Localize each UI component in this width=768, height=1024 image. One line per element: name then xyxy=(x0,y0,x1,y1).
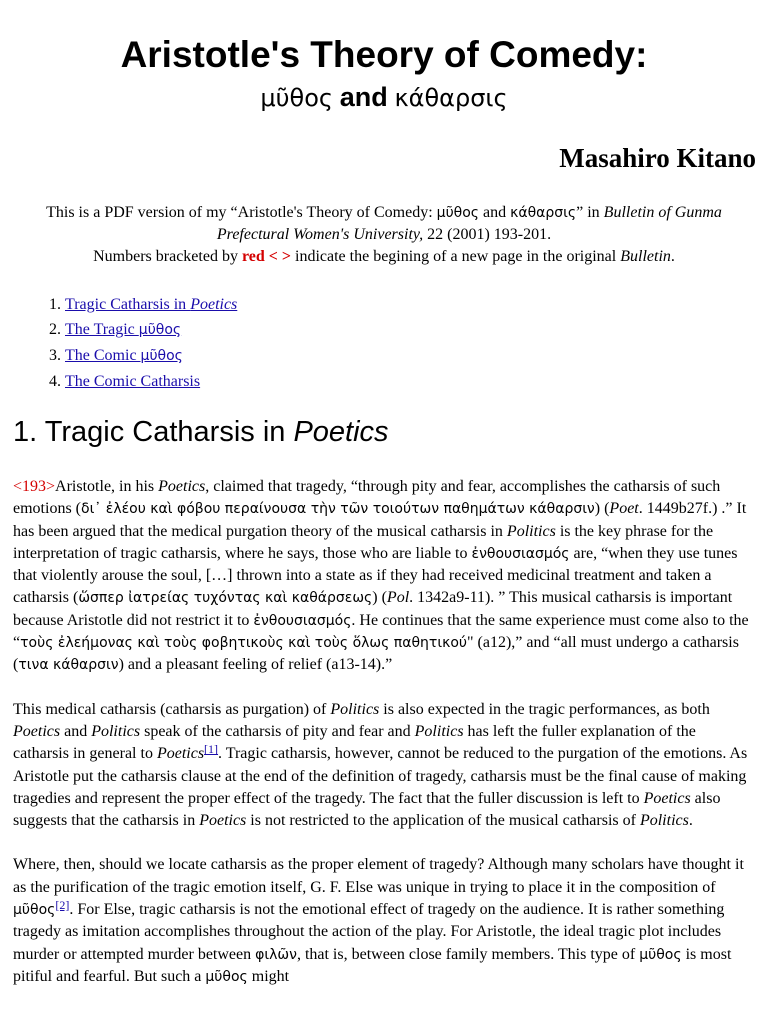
bulletin-title: Bulletin of Gunma Prefectural Women's University, xyxy=(216,204,722,243)
toc-link-text: The Comic Catharsis xyxy=(65,373,201,390)
paragraph-3 xyxy=(13,854,753,988)
intro-text: Numbers bracketed by xyxy=(93,248,242,265)
text-run: ) and a pleasant feeling of relief (a13-14).” xyxy=(118,656,393,674)
italic-run: Politics xyxy=(330,700,380,718)
text-run: , that is, between close family members. This type of xyxy=(296,945,640,963)
text-run: speak of the catharsis of pity and fear and xyxy=(140,722,415,740)
greek-run: δι᾽ ἐλέου καὶ φόβου περαίνουσα τὴν τῶν τοιούτων παθημάτων κάθαρσιν xyxy=(81,501,595,518)
text-run: is most pitiful and fearful. But such a xyxy=(13,945,732,985)
italic-run: Politics xyxy=(91,722,141,740)
subtitle-and: and xyxy=(339,82,388,112)
subtitle-greek-katharsis: κάθαρσις xyxy=(394,84,508,112)
paragraph-2 xyxy=(13,699,753,833)
section-heading-text: 1. Tragic Catharsis in xyxy=(13,416,294,448)
text-run: also suggests that the catharsis in xyxy=(13,789,721,830)
text-run: . 1449b27f.) .” It has been argued that the medical purgation theory of the musical catharsis in xyxy=(13,500,747,540)
toc-link-italic: Poetics xyxy=(190,296,238,313)
toc-item xyxy=(65,317,237,343)
text-run: is also expected in the tragic performances, as both xyxy=(379,700,710,718)
text-run: Aristotle, in his xyxy=(55,478,159,495)
article-body xyxy=(13,476,753,1010)
bulletin-word: Bulletin xyxy=(620,248,671,265)
citation: 22 (2001) 193-201. xyxy=(423,226,552,243)
greek-run: μῦθος xyxy=(13,902,56,919)
text-run: . Tragic catharsis, however, cannot be reduced to the purgation of the emotions. As Aristotle put the catharsis clause at the end of the definition of tragedy, catharsis must be the final cause of making tragedies and represent the proper effect of the tragedy. The fact that the fuller discussion is left to xyxy=(13,745,748,807)
text-run: might xyxy=(247,967,290,985)
section-heading xyxy=(13,412,389,452)
toc-link-text: The Tragic xyxy=(65,321,139,338)
text-run: This medical catharsis (catharsis as purgation) of xyxy=(13,700,331,718)
toc-item xyxy=(65,369,237,394)
toc-link-comic-mythos[interactable] xyxy=(65,347,183,364)
paragraph-1 xyxy=(13,476,753,677)
intro-greek: κάθαρσις xyxy=(510,205,577,221)
footnote-ref-1 xyxy=(204,742,218,756)
greek-run: ἐνθουσιασμός xyxy=(471,545,570,562)
italic-run: Poetics xyxy=(158,478,206,495)
text-run: , claimed that tragedy, “through pity and fear, accomplishes the catharsis of such emotions ( xyxy=(13,478,721,518)
table-of-contents xyxy=(13,292,237,394)
text-run: are, “when they use tunes that violently arouse the soul, […] thrown into a state as if they had received medicinal treatment and taken a catharsis ( xyxy=(13,544,738,607)
text-run: ) ( xyxy=(594,500,610,518)
author-name: Masahiro Kitano xyxy=(559,143,756,173)
greek-run: ὥσπερ ἰατρείας τυχόντας καὶ καθάρσεως xyxy=(78,590,373,607)
section-heading-italic: Poetics xyxy=(293,416,389,448)
toc-item xyxy=(65,292,237,317)
footnote-ref-2 xyxy=(55,898,69,912)
italic-run: Poetics xyxy=(643,789,691,807)
text-run: is the key phrase for the interpretation of tragic catharsis, where he says, those who are liable to xyxy=(13,522,714,562)
italic-run: Poet xyxy=(609,500,639,518)
document-subtitle xyxy=(0,80,768,115)
text-run: Where, then, should we locate catharsis as the proper element of tragedy? Although many scholars have thought it as the purification of the tragic emotion itself, G. F. Else was unique in trying to place it in the composition of xyxy=(13,856,744,896)
text-run: is not restricted to the application of the musical catharsis of xyxy=(246,812,640,830)
intro-text: and xyxy=(479,204,511,221)
greek-run: φιλῶν xyxy=(255,946,297,963)
toc-link-tragic-catharsis[interactable] xyxy=(65,296,237,313)
document-title: Aristotle's Theory of Comedy: xyxy=(120,34,648,75)
text-run: . He continues that the same experience must come also to the “ xyxy=(13,611,749,652)
greek-run: μῦθος xyxy=(205,968,248,985)
text-run: . xyxy=(688,812,693,830)
italic-run: Poetics xyxy=(199,812,247,830)
toc-link-tragic-mythos[interactable] xyxy=(65,321,181,338)
intro-note xyxy=(14,202,754,268)
toc-link-greek: μῦθος xyxy=(140,348,183,364)
text-run: has left the fuller explanation of the catharsis in general to xyxy=(13,722,696,763)
italic-run: Politics xyxy=(506,522,556,540)
toc-link-greek: μῦθος xyxy=(138,322,182,338)
subtitle-greek-mythos: μῦθος xyxy=(260,84,333,112)
page-marker: <193> xyxy=(13,478,56,495)
italic-run: Pol xyxy=(386,589,410,607)
toc-link-text: Tragic Catharsis in xyxy=(65,296,191,313)
text-run: . For Else, tragic catharsis is not the emotional effect of tragedy on the audience. It is rather something tragedy as imitation accomplishes throughout the action of the play. For Aristotle, the ideal tragic plot includes murder or attempted murder between xyxy=(13,901,725,963)
toc-item xyxy=(65,343,237,369)
italic-run: Poetics xyxy=(13,722,61,740)
text-run: " (a12),” and “all must undergo a catharsis ( xyxy=(13,634,739,674)
intro-text: This is a PDF version of my “Aristotle's Theory of Comedy: xyxy=(46,204,437,221)
greek-run: τινα κάθαρσιν xyxy=(18,657,119,674)
footnote-link-2[interactable]: [2] xyxy=(55,898,70,913)
toc-link-comic-catharsis[interactable] xyxy=(65,373,200,390)
italic-run: Politics xyxy=(414,722,464,740)
greek-run: ἐνθουσιασμός xyxy=(253,612,352,629)
italic-run: Politics xyxy=(639,812,689,830)
toc-link-text: The Comic xyxy=(65,347,141,364)
greek-run: τοὺς ἐλεήμονας καὶ τοὺς φοβητικοὺς καὶ τοὺς ὅλως παθητικού xyxy=(20,635,467,652)
intro-text: . xyxy=(670,248,675,265)
intro-text: ” in xyxy=(576,204,604,221)
greek-run: μῦθος xyxy=(639,946,682,963)
intro-greek: μῦθος xyxy=(436,205,480,221)
footnote-link-1[interactable]: [1] xyxy=(204,742,219,757)
text-run: and xyxy=(60,722,92,740)
text-run: ) ( xyxy=(372,589,387,607)
red-marker-label: red < > xyxy=(241,248,291,265)
text-run: . 1342a9-11). ” This musical catharsis is important because Aristotle did not restrict it to xyxy=(13,589,733,629)
italic-run: Poetics xyxy=(156,745,205,763)
intro-text: indicate the begining of a new page in the original xyxy=(291,248,621,265)
